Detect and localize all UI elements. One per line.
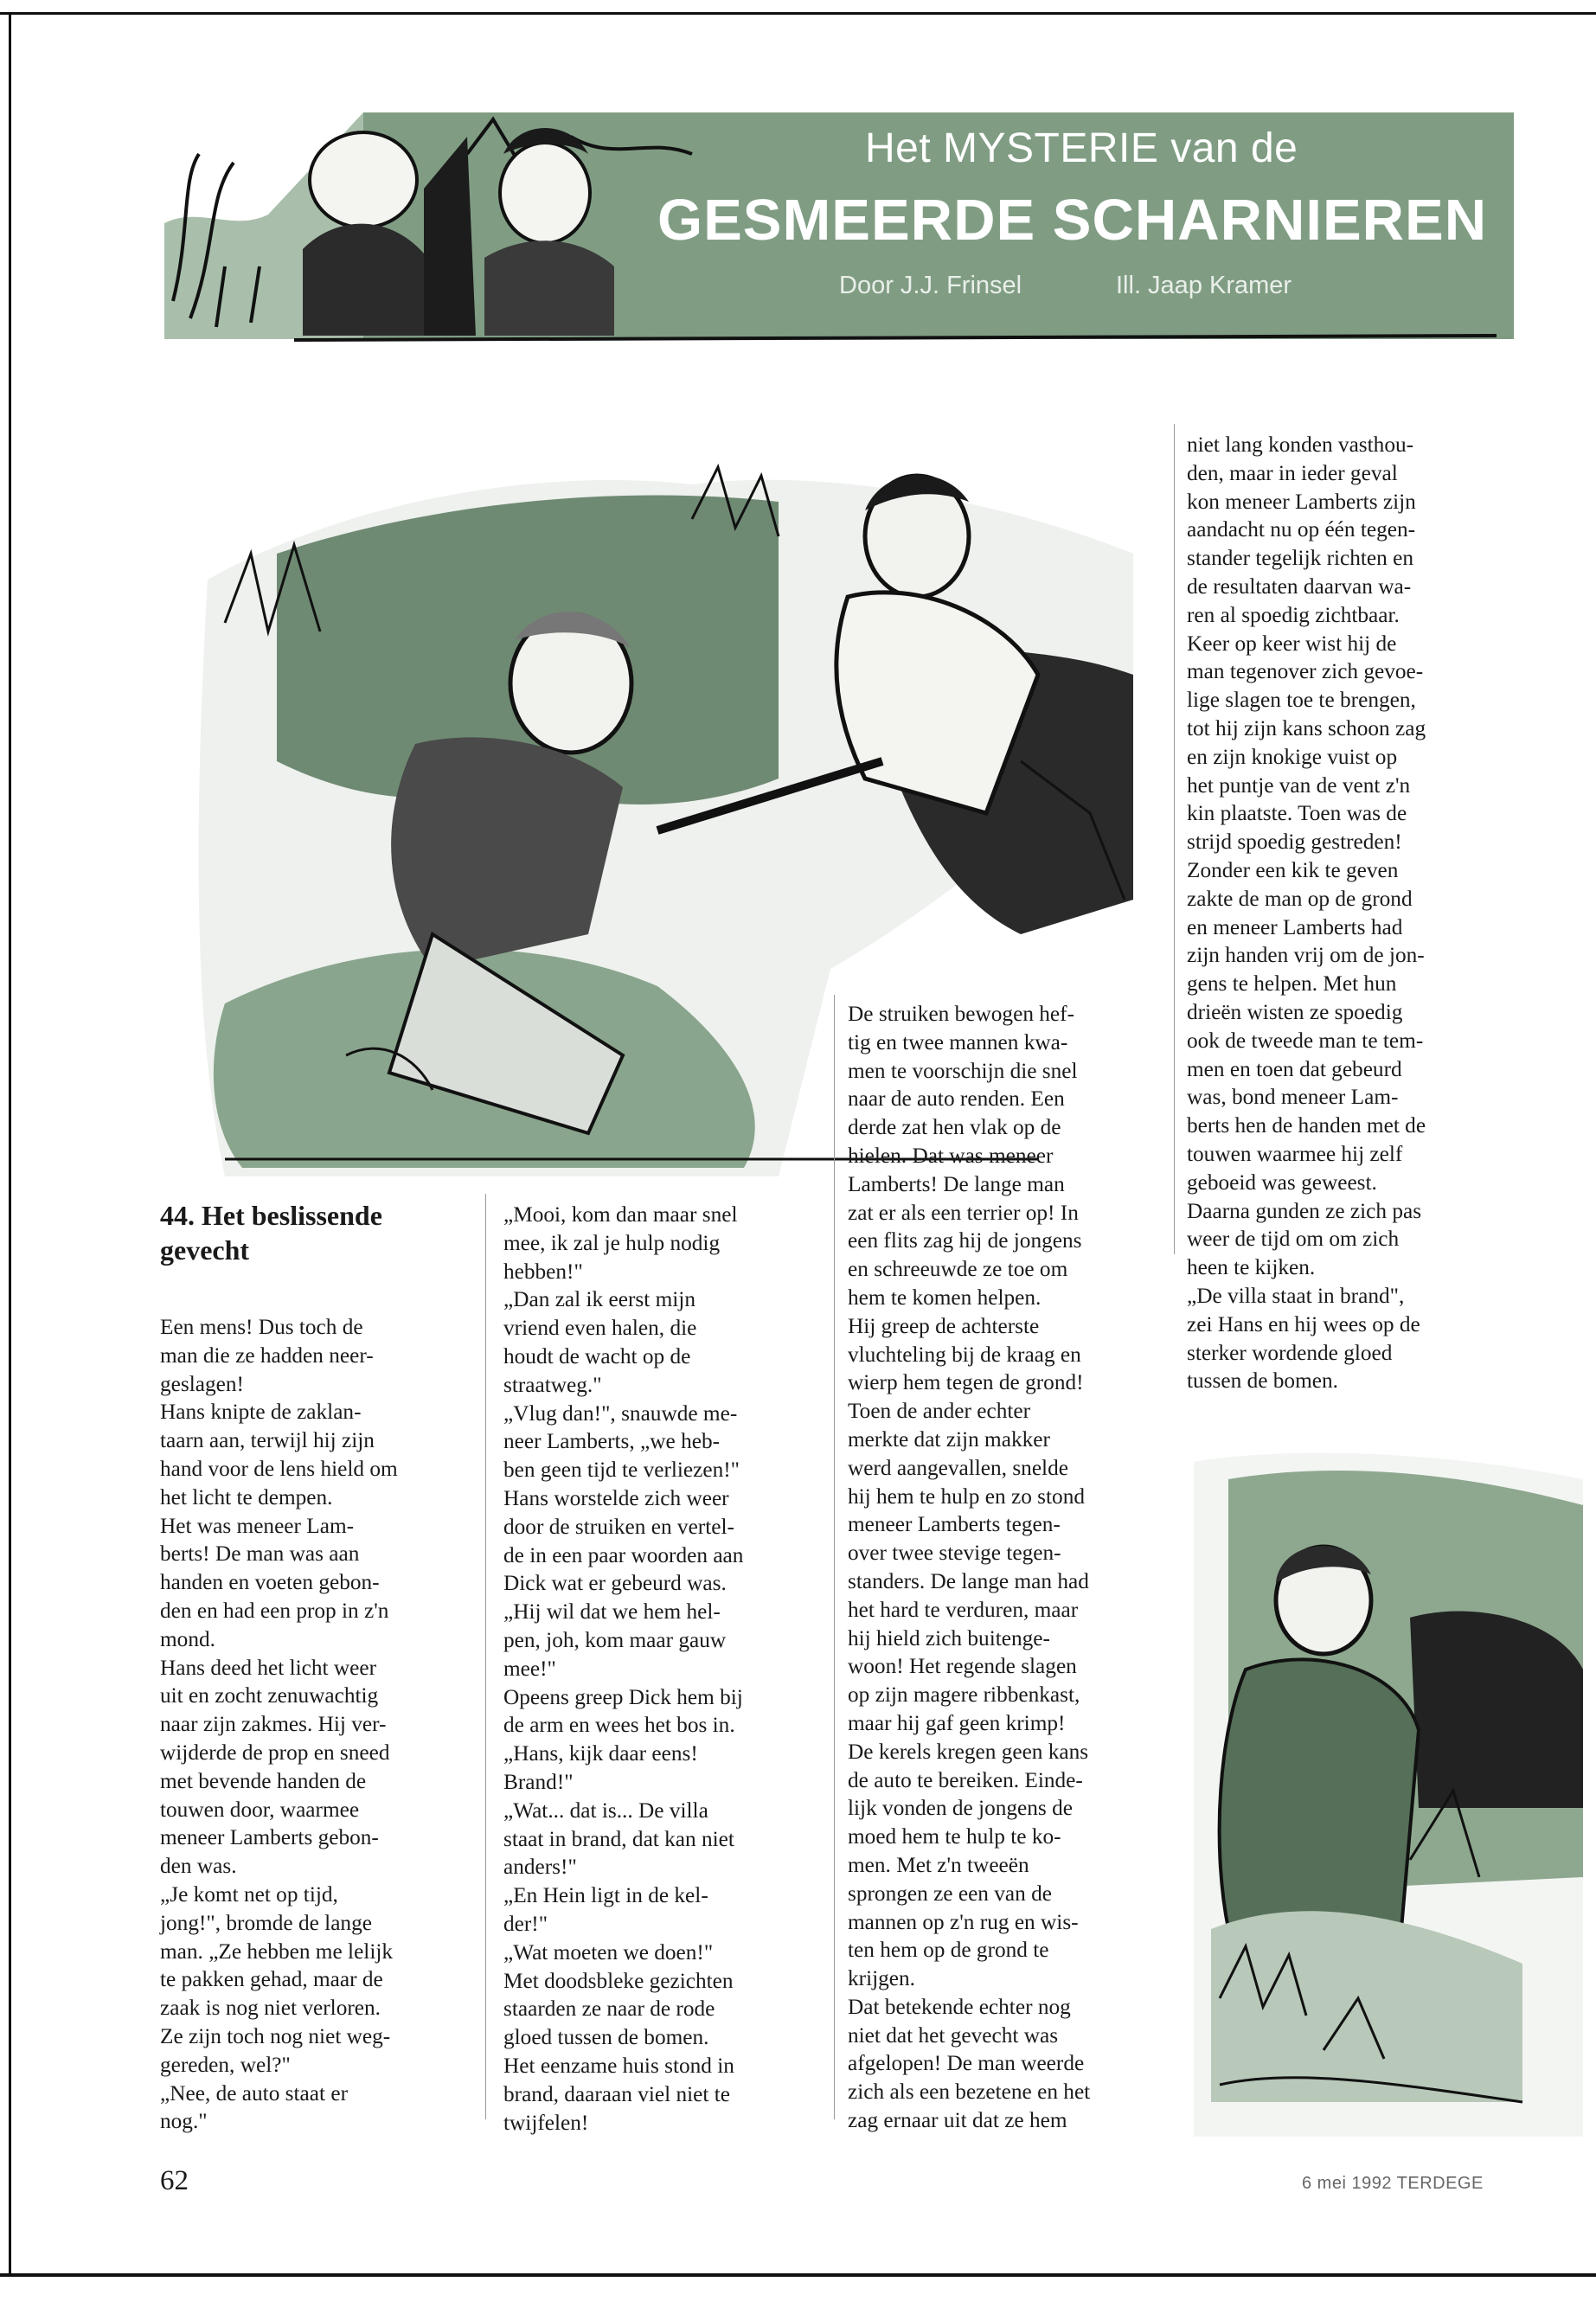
article-column-2: „Mooi, kom dan maar snel mee, ik zal je hulp nodig hebben!" „Dan zal ik eerst mijn vriend even halen, die houdt de wacht op de straatweg." „Vlug dan!", snauwde me- neer Lamberts, „we heb- ben geen tijd te verliezen!" Hans worstelde zich weer door de struiken en vertel- de in een paar woorden aan Dick wat er gebeurd was. „Hij wil dat we hem hel- pen, joh, kom maar gauw mee!" Opeens greep Dick hem bij de arm en wees het bos in. „Hans, kijk daar eens! Brand!" „Wat... dat is... De villa staat in brand, dat kan niet anders!" „En Hein ligt in de kel- der!" „Wat moeten we doen!" Met doodsbleke gezichten staarden ze naar de rode gloed tussen de bomen. Het eenzame huis stond in brand, daaraan viel niet te twijfelen! [503,1202,744,2135]
left-border [9,12,11,2277]
page-number: 62 [160,2165,189,2196]
column-rule-1 [485,1194,486,2119]
top-border [0,12,1596,15]
banner-title-line2: GESMEERDE SCHARNIEREN [657,188,1488,253]
title-banner [164,102,1514,362]
column-rule-3 [1174,424,1175,1254]
column-rule-2 [834,995,835,2119]
article-column-1: Een mens! Dus toch de man die ze hadden neer- geslagen! Hans knipte de zaklan- taarn aan, terwijl hij zijn hand voor de lens hield om het licht te dempen. Het was meneer Lam- berts! De man was aan handen en voeten gebon- den en had een prop in z'n mond. Hans deed het licht weer uit en zocht zenuwachtig naar zijn zakmes. Hij ver- wijderde de prop en sneed met bevende handen de touwen door, waarmee meneer Lamberts gebon- den was. „Je komt net op tijd, jong!", bromde de lange man. „Ze hebben me lelijk te pakken gehad, maar de zaak is nog niet verloren. Ze zijn toch nog niet weg- gereden, wel?" „Nee, de auto staat er nog." [160,1315,398,2134]
article-column-3: De struiken bewogen hef- tig en twee mannen kwa- men te voorschijn die snel naar de auto renden. Een derde zat hen vlak op de hielen. Dat was meneer Lamberts! De lange man zat er als een terrier op! In een flits zag hij de jongens en schreeuwde ze toe om hem te komen helpen. Hij greep de achterste vluchteling bij de kraag en wierp hem tegen de grond! Toen de ander echter merkte dat zijn makker werd aangevallen, snelde hij hem te hulp en zo stond meneer Lamberts tegen- over twee stevige tegen- standers. De lange man had het hard te verduren, maar hij hield zich buitenge- woon! Het regende slagen op zijn magere ribbenkast, maar hij gaf geen krimp! De kerels kregen geen kans de auto te bereiken. Einde- lijk vonden de jongens de moed hem te hulp te ko- men. Met z'n tweeën sprongen ze een van de mannen op z'n rug en wis- ten hem op de grond te krijgen. Dat betekende echter nog niet dat het gevecht was afgelopen! De man weerde zich als een bezetene en het zag ernaar uit dat ze hem [848,1002,1091,2133]
side-illustration [1194,1445,1583,2137]
chapter-heading: 44. Het beslissende gevecht [160,1200,382,1266]
issue-line: 6 mei 1992 TERDEGE [1302,2174,1484,2193]
author-credit: Door J.J. Frinsel [839,272,1022,299]
article-column-4: niet lang konden vasthou- den, maar in ieder geval kon meneer Lamberts zijn aandacht nu op één tegen- stander tegelijk richten en de resultaten daarvan wa- ren al spoedig zichtbaar. Keer op keer wist hij de man tegenover zich gevoe- lige slagen toe te brengen, tot hij zijn kans schoon zag en zijn knokige vuist op het puntje van de vent z'n kin plaatste. Toen was de strijd spoedig gestreden! Zonder een kik te geven zakte de man op de grond en meneer Lamberts had zijn handen vrij om de jon- gens te helpen. Met hun drieën wisten ze spoedig ook de tweede man te tem- men en toen dat gebeurd was, bond meneer Lam- berts hen de handen met de touwen waarmee hij zelf geboeid was geweest. Daarna gunden ze zich pas weer de tijd om om zich heen te kijken. „De villa staat in brand", zei Hans en hij wees op de sterker wordende gloed tussen de bomen. [1187,433,1426,1394]
bottom-border [0,2273,1596,2277]
illustrator-credit: Ill. Jaap Kramer [1116,272,1292,299]
banner-title-line1: Het MYSTERIE van de [865,125,1298,171]
